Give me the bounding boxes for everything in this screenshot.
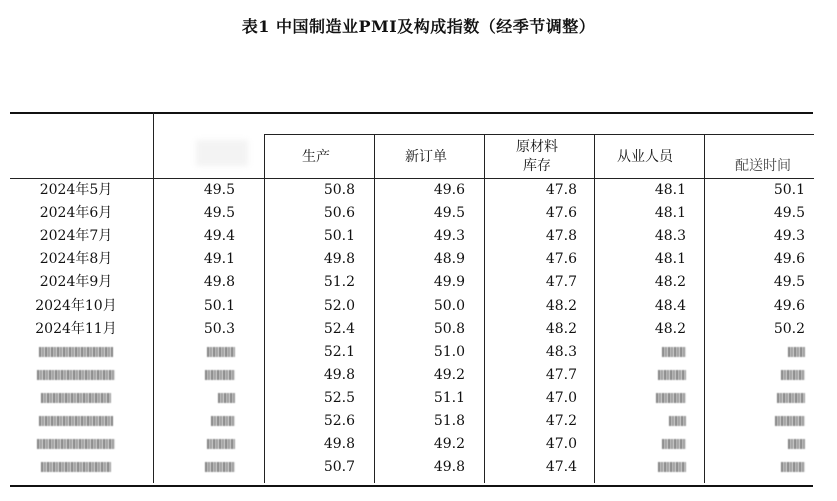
cell-production: 50.6: [323, 205, 355, 222]
header-production: 生产: [302, 149, 330, 165]
cell-pmi: 49.5: [203, 205, 235, 222]
cell-raw-materials: 47.8: [545, 182, 577, 198]
cell-production: 49.8: [323, 436, 355, 453]
cell-pmi: [165, 433, 235, 455]
cell-employees: 48.1: [654, 205, 686, 222]
illegible-text: [662, 347, 686, 357]
cell-raw-materials: 47.0: [545, 389, 577, 406]
cell-production: 49.8: [323, 251, 355, 268]
cell-new-orders: 49.3: [433, 228, 465, 245]
cell-production: 52.6: [323, 413, 355, 429]
illegible-text: [788, 347, 805, 357]
cell-employees: 48.2: [654, 274, 686, 291]
illegible-text: [781, 370, 805, 380]
pmi-header-blur: [196, 140, 248, 166]
illegible-text: [41, 462, 111, 472]
cell-new-orders: 51.1: [433, 389, 465, 406]
illegible-text: [39, 416, 113, 426]
row-label: [12, 456, 140, 478]
illegible-text: [207, 439, 235, 449]
divider-employees-delivery: [704, 134, 705, 483]
cell-new-orders: 49.8: [433, 459, 465, 476]
cell-new-orders: 48.9: [433, 251, 465, 268]
illegible-text: [37, 370, 115, 380]
row-label: [12, 433, 140, 455]
cell-pmi: [165, 364, 235, 386]
cell-employees: 48.1: [654, 251, 686, 268]
cell-employees: 48.3: [654, 228, 686, 245]
cell-new-orders: 49.2: [433, 436, 465, 453]
cell-production: 49.8: [323, 366, 355, 383]
header-employees: 从业人员: [617, 149, 673, 165]
illegible-text: [205, 370, 235, 380]
illegible-text: [788, 439, 805, 449]
cell-pmi: [165, 410, 235, 432]
cell-delivery: 49.3: [773, 228, 805, 245]
header-delivery-time: 配送时间: [735, 158, 791, 174]
cell-pmi: [165, 456, 235, 478]
cell-raw-materials: 47.4: [545, 459, 577, 476]
illegible-text: [656, 393, 686, 403]
row-label: 2024年7月: [39, 228, 113, 245]
cell-pmi: 49.5: [203, 182, 235, 198]
subheader-top-line: [264, 134, 814, 135]
cell-delivery: [735, 433, 805, 455]
header-raw-materials-line1: 原材料: [516, 139, 558, 155]
cell-pmi: [165, 341, 235, 363]
illegible-text: [658, 462, 686, 472]
cell-delivery: [735, 364, 805, 386]
cell-pmi: 50.1: [203, 297, 235, 314]
cell-employees: [616, 410, 686, 432]
illegible-text: [207, 347, 235, 357]
divider-rawmaterials-employees: [594, 134, 595, 483]
row-label: 2024年11月: [35, 320, 117, 337]
row-label: [12, 410, 140, 432]
cell-raw-materials: 48.2: [545, 297, 577, 314]
row-label: 2024年6月: [39, 205, 113, 222]
cell-new-orders: 51.8: [433, 413, 465, 429]
illegible-text: [41, 393, 111, 403]
cell-new-orders: 49.5: [433, 205, 465, 222]
cell-employees: [616, 456, 686, 478]
cell-delivery: [735, 410, 805, 432]
illegible-text: [777, 393, 805, 403]
illegible-text: [211, 416, 235, 426]
cell-production: 50.8: [323, 182, 355, 198]
cell-delivery: 50.2: [773, 320, 805, 337]
cell-new-orders: 50.0: [433, 297, 465, 314]
divider-neworders-rawmaterials: [484, 134, 485, 483]
cell-employees: 48.1: [654, 182, 686, 198]
cell-raw-materials: 47.2: [545, 413, 577, 429]
cell-employees: [616, 387, 686, 409]
cell-production: 52.0: [323, 297, 355, 314]
cell-raw-materials: 48.3: [545, 343, 577, 360]
divider-production-neworders: [374, 134, 375, 483]
row-label: 2024年9月: [39, 274, 113, 291]
illegible-text: [781, 462, 805, 472]
cell-production: 52.1: [323, 343, 355, 360]
row-label: 2024年8月: [39, 251, 113, 268]
row-label: 2024年5月: [39, 182, 113, 198]
cell-delivery: [735, 456, 805, 478]
cell-pmi: 49.4: [203, 228, 235, 245]
header-raw-materials-line2: 库存: [523, 158, 551, 174]
illegible-text: [218, 393, 235, 403]
cell-delivery: 50.1: [773, 182, 805, 198]
cell-pmi: 49.1: [203, 251, 235, 268]
cell-employees: 48.2: [654, 320, 686, 337]
cell-raw-materials: 47.0: [545, 436, 577, 453]
cell-delivery: 49.6: [773, 251, 805, 268]
illegible-text: [39, 347, 113, 357]
divider-label-column: [153, 112, 154, 483]
cell-employees: [616, 433, 686, 455]
row-label: [12, 364, 140, 386]
cell-delivery: [735, 387, 805, 409]
cell-production: 52.5: [323, 389, 355, 406]
cell-employees: [616, 341, 686, 363]
illegible-text: [205, 462, 235, 472]
cell-delivery: [735, 341, 805, 363]
cell-production: 52.4: [323, 320, 355, 337]
cell-new-orders: 51.0: [433, 343, 465, 360]
cell-production: 51.2: [323, 274, 355, 291]
illegible-text: [658, 370, 686, 380]
cell-delivery: 49.5: [773, 274, 805, 291]
header-new-orders: 新订单: [405, 149, 447, 165]
cell-new-orders: 50.8: [433, 320, 465, 337]
cell-raw-materials: 47.7: [545, 366, 577, 383]
cell-raw-materials: 47.7: [545, 274, 577, 291]
illegible-text: [669, 416, 686, 426]
row-label: [12, 387, 140, 409]
cell-new-orders: 49.6: [433, 182, 465, 198]
divider-pmi-production: [264, 134, 265, 483]
cell-raw-materials: 48.2: [545, 320, 577, 337]
cell-employees: 48.4: [654, 297, 686, 314]
row-label: [12, 341, 140, 363]
cell-production: 50.1: [323, 228, 355, 245]
cell-delivery: 49.6: [773, 297, 805, 314]
cell-delivery: 49.5: [773, 205, 805, 222]
illegible-text: [775, 416, 805, 426]
cell-new-orders: 49.2: [433, 366, 465, 383]
illegible-text: [37, 439, 115, 449]
cell-raw-materials: 47.8: [545, 228, 577, 245]
cell-new-orders: 49.9: [433, 274, 465, 291]
illegible-text: [662, 439, 686, 449]
row-label: 2024年10月: [35, 297, 117, 314]
cell-employees: [616, 364, 686, 386]
cell-production: 50.7: [323, 459, 355, 476]
cell-pmi: [165, 387, 235, 409]
cell-raw-materials: 47.6: [545, 251, 577, 268]
cell-pmi: 50.3: [203, 320, 235, 337]
cell-raw-materials: 47.6: [545, 205, 577, 222]
cell-pmi: 49.8: [203, 274, 235, 291]
table-title: 表1 中国制造业PMI及构成指数（经季节调整）: [241, 17, 596, 36]
